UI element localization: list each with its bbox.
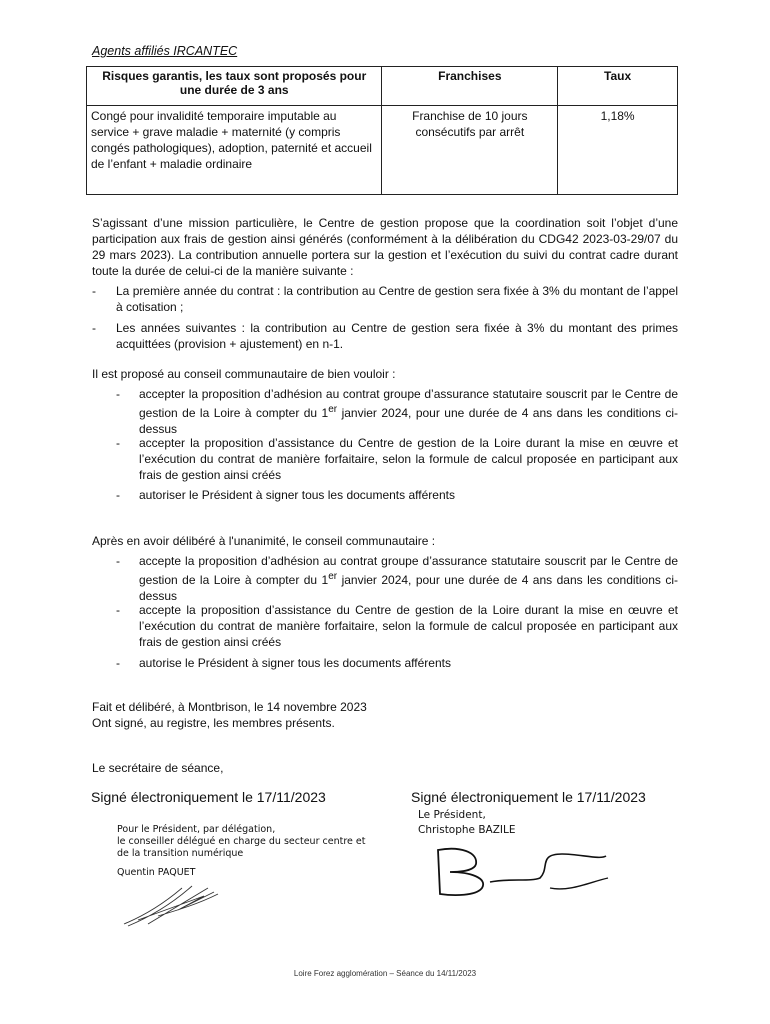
list-dash: - xyxy=(92,284,96,298)
table-row xyxy=(87,106,678,195)
section-title: Agents affiliés IRCANTEC xyxy=(92,44,238,58)
table-header-row xyxy=(87,67,678,106)
delegation-line: le conseiller délégué en charge du secteur centre et xyxy=(117,836,366,847)
closing-place-date: Fait et délibéré, à Montbrison, le 14 novembre 2023 xyxy=(92,700,367,714)
list-dash: - xyxy=(116,656,120,670)
proposal-item-1: accepter la proposition d’adhésion au contrat groupe d’assurance statutaire souscrit par le Centre de gestion de la Loire à compter du 1er janvier 2024, pour une durée de 4 ans dans les conditions ci-dessus xyxy=(139,387,678,436)
decision-intro: Après en avoir délibéré à l'unanimité, le conseil communautaire : xyxy=(92,534,436,548)
president-title: Le Président, xyxy=(418,809,486,821)
list-dash: - xyxy=(116,554,120,568)
right-handwritten-signature xyxy=(430,842,620,900)
intro-paragraph: S’agissant d’une mission particulière, le Centre de gestion propose que la coordination soit l’objet d’une participation aux frais de gestion ainsi générés (conformément à la délibération du CDG42 2023-03-29/07 du 29 mars 2023). La contribution annuelle portera sur la gestion et l’exécution du suivi du contrat cadre durant toute la durée de celui-ci de la manière suivante : xyxy=(92,216,678,278)
decision-item-1: accepte la proposition d’adhésion au contrat groupe d’assurance statutaire souscrit par le Centre de gestion de la Loire à compter du 1er janvier 2024, pour une durée de 4 ans dans les conditions ci-dessus xyxy=(139,554,678,603)
list-dash: - xyxy=(92,321,96,335)
proposal-intro: Il est proposé au conseil communautaire de bien vouloir : xyxy=(92,367,396,381)
right-signature-header: Signé électroniquement le 17/11/2023 xyxy=(411,789,646,805)
closing-signed-note: Ont signé, au registre, les membres présents. xyxy=(92,716,335,730)
page-footer: Loire Forez agglomération – Séance du 14/11/2023 xyxy=(293,969,477,978)
list-dash: - xyxy=(116,436,120,450)
rate-cell: 1,18% xyxy=(558,106,678,195)
president-name: Christophe BAZILE xyxy=(418,824,516,836)
left-handwritten-signature xyxy=(118,880,228,930)
left-signatory-name: Quentin PAQUET xyxy=(117,867,196,878)
decision-item-2: accepte la proposition d’assistance du Centre de gestion de la Loire durant la mise en œuvre et l’exécution du contrat de manière forfaitaire, selon la formule de calcul proposée en participant aux frais de gestion ainsi créés xyxy=(139,603,678,649)
list-dash: - xyxy=(116,488,120,502)
table-header-franchises: Franchises xyxy=(382,67,558,106)
contribution-item-2: Les années suivantes : la contribution au Centre de gestion sera fixée à 3% du montant des primes acquittées (provision + ajustement) en n-1. xyxy=(116,321,678,351)
contribution-item-1: La première année du contrat : la contribution au Centre de gestion sera fixée à 3% du montant de l’appel à cotisation ; xyxy=(116,284,678,314)
risks-cell: Congé pour invalidité temporaire imputable au service + grave maladie + maternité (y compris congés pathologiques), adoption, paternité et accueil de l’enfant + maladie ordinaire xyxy=(87,106,382,195)
table-header-risks: Risques garantis, les taux sont proposés pour une durée de 3 ans xyxy=(87,67,382,106)
left-signature-delegation xyxy=(117,824,365,860)
proposal-item-3: autoriser le Président à signer tous les documents afférents xyxy=(139,488,455,502)
insurance-rates-table xyxy=(86,66,678,195)
secretary-label: Le secrétaire de séance, xyxy=(92,761,224,775)
decision-item-3: autorise le Président à signer tous les documents afférents xyxy=(139,656,451,670)
franchise-cell: Franchise de 10 jours consécutifs par arrêt xyxy=(382,106,558,195)
list-dash: - xyxy=(116,603,120,617)
list-dash: - xyxy=(116,387,120,401)
delegation-line: de la transition numérique xyxy=(117,848,244,859)
delegation-line: Pour le Président, par délégation, xyxy=(117,824,276,835)
table-header-rate: Taux xyxy=(558,67,678,106)
left-signature-header: Signé électroniquement le 17/11/2023 xyxy=(91,789,326,805)
proposal-item-2: accepter la proposition d’assistance du Centre de gestion de la Loire durant la mise en œuvre et l’exécution du contrat de manière forfaitaire, selon la formule de calcul proposée en participant aux frais de gestion ainsi créés xyxy=(139,436,678,482)
